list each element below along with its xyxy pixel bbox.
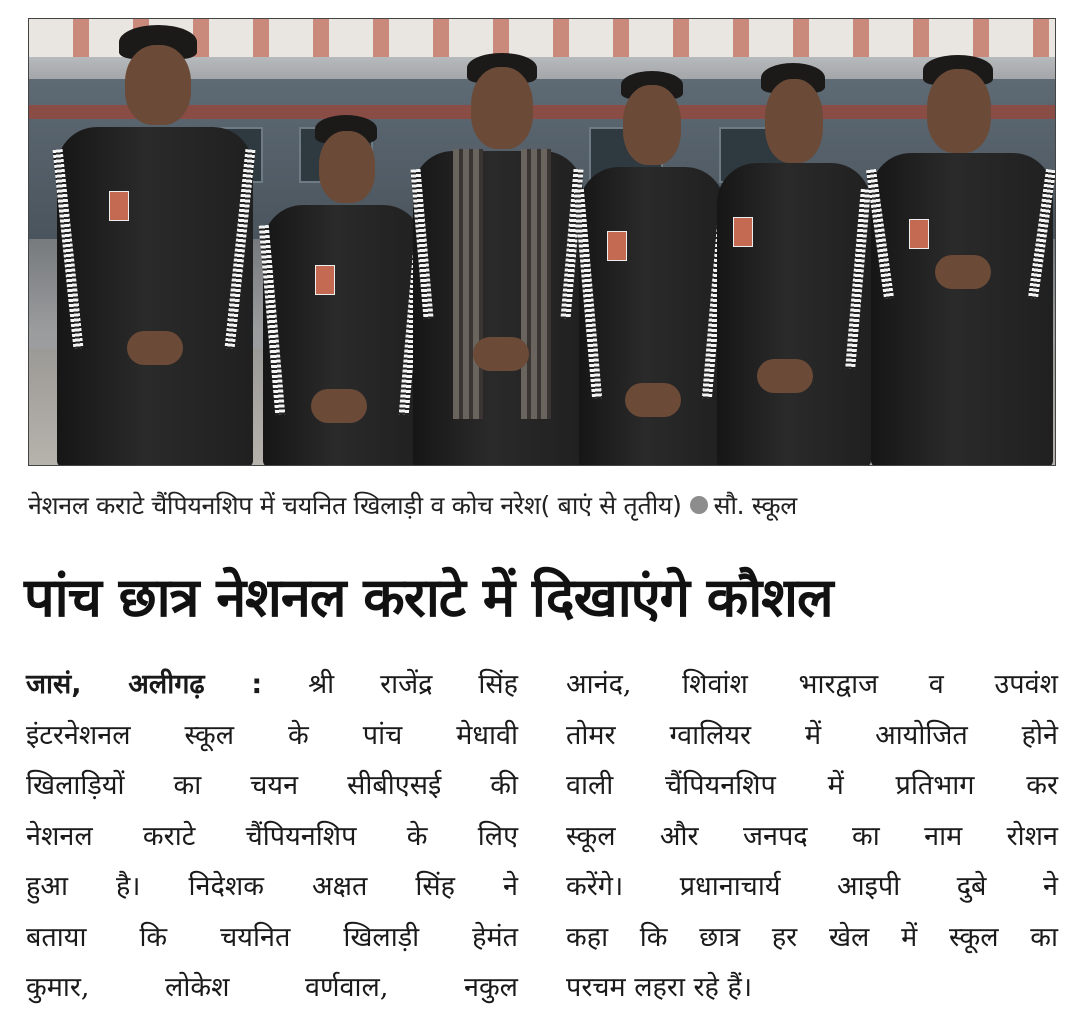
- person-6: [865, 19, 1055, 466]
- caption-text: नेशनल कराटे चैंपियनशिप में चयनित खिलाड़ी व कोच नरेश( बाएं से तृतीय): [28, 491, 682, 520]
- news-photo: [28, 18, 1056, 466]
- dateline: जासं, अलीगढ़ :: [26, 669, 263, 700]
- person-3-coach: [409, 19, 585, 466]
- article-line: इंटरनेशनल स्कूल के पांच मेधावी: [26, 719, 518, 751]
- article-line: आनंद, शिवांश भारद्वाज व उपवंश: [566, 669, 1058, 700]
- person-2: [257, 19, 427, 466]
- headline: पांच छात्र नेशनल कराटे में दिखाएंगे कौशल: [24, 566, 833, 629]
- photo-caption: [28, 488, 1056, 522]
- article-line: नेशनल कराटे चैंपियनशिप के लिए: [26, 820, 518, 852]
- article-line: तोमर ग्वालियर में आयोजित होने: [566, 719, 1058, 751]
- article-line: हुआ है। निदेशक अक्षत सिंह ने: [26, 871, 518, 902]
- article-line: कुमार, लोकेश वर्णवाल, नकुल: [26, 972, 518, 1003]
- person-5: [713, 19, 873, 466]
- bullet-dot-icon: [690, 496, 708, 514]
- article-column-left: [26, 660, 518, 1014]
- article-line: परचम लहरा रहे हैं।: [566, 972, 753, 1003]
- photo-credit: सौ. स्कूल: [713, 491, 797, 520]
- article-line: करेंगे। प्रधानाचार्य आइपी दुबे ने: [566, 871, 1058, 902]
- article-line: खिलाड़ियों का चयन सीबीएसई की: [26, 770, 518, 801]
- article-column-right: [566, 660, 1058, 1014]
- article-line: बताया कि चयनित खिलाड़ी हेमंत: [26, 921, 518, 953]
- person-4: [577, 19, 727, 466]
- article-line: स्कूल और जनपद का नाम रोशन: [566, 820, 1058, 852]
- article-line: कहा कि छात्र हर खेल में स्कूल का: [566, 921, 1058, 953]
- person-1: [47, 19, 257, 466]
- article-line: वाली चैंपियनशिप में प्रतिभाग कर: [566, 770, 1058, 801]
- article-line: जासं, अलीगढ़ : श्री राजेंद्र सिंह: [26, 669, 518, 700]
